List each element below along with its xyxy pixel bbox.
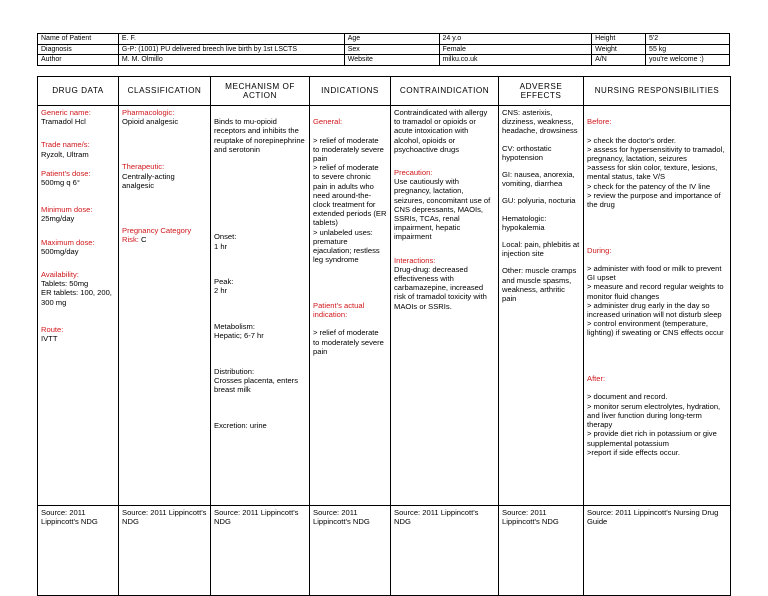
contraindication-cell — [391, 106, 499, 506]
drug-data-cell — [38, 106, 119, 506]
header-classification: CLASSIFICATION — [119, 77, 211, 106]
dose-label: Patient's dose: — [41, 168, 91, 178]
adverse-gu: GU: polyuria, nocturia — [502, 196, 576, 206]
availability: Tablets: 50mg ER tablets: 100, 200, 300 mg — [41, 279, 112, 307]
interactions-label: Interactions: — [394, 255, 436, 265]
before-list: > check the doctor's order. > assess for hypersensitivity to tramadol, pregnancy, lactation, seizures >assess for skin color, texture, lesions, mental status, take V/S > check for the patency of the IV line > review the purpose and importance of the drug — [587, 135, 725, 210]
info-label: Diagnosis — [38, 44, 119, 55]
patient-dose: 500mg q 6° — [41, 178, 80, 188]
excretion: Excretion: urine — [214, 420, 267, 430]
pregnancy-label: Pregnancy Category Risk: — [122, 226, 192, 245]
therapeutic: Centrally-acting analgesic — [122, 171, 175, 190]
generic-name: Tramadol Hcl — [41, 117, 86, 127]
interactions: Drug-drug: decreased effectiveness with carbamazepine, increased risk of tramadol toxicity with MAOIs or SSRIs. — [394, 264, 487, 311]
after-label: After: — [587, 374, 606, 384]
pharmacologic: Opioid analgesic — [122, 117, 179, 127]
source-cell: Source: 2011 Lippincott's NDG — [119, 506, 211, 596]
header-drug-data: DRUG DATA — [38, 77, 119, 106]
info-label: Author — [38, 55, 119, 66]
source-cell: Source: 2011 Lippincott's NDG — [499, 506, 584, 596]
info-label: Website — [344, 55, 439, 66]
therapeutic-label: Therapeutic: — [122, 162, 165, 172]
header-indications: INDICATIONS — [310, 77, 391, 106]
patient-info-table — [37, 33, 730, 66]
patient-indication-label: Patient's actual indication: — [313, 300, 365, 320]
header-adverse-effects: ADVERSE EFFECTS — [499, 77, 584, 106]
adverse-hematologic: Hematologic: hypokalemia — [502, 213, 547, 232]
header-contraindication: CONTRAINDICATION — [391, 77, 499, 106]
header-nursing: NURSING RESPONSIBILITIES — [584, 77, 731, 106]
info-value: Female — [439, 44, 592, 55]
trade-label: Trade name/s: — [41, 140, 90, 150]
adverse-other: Other: muscle cramps and muscle spasms, weakness, arthritic pain — [502, 266, 577, 304]
info-label: Sex — [344, 44, 439, 55]
info-label: A/N — [592, 55, 646, 66]
source-cell: Source: 2011 Lippincott's Nursing Drug Guide — [584, 506, 731, 596]
source-cell: Source: 2011 Lippincott's NDG — [38, 506, 119, 596]
adverse-cns: CNS: asterixis, dizziness, weakness, headache, drowsiness — [502, 108, 578, 136]
before-label: Before: — [587, 117, 612, 127]
drug-study-table — [37, 76, 731, 596]
precaution-label: Precaution: — [394, 168, 433, 178]
indications-cell — [310, 106, 391, 506]
after-list: > document and record. > monitor serum electrolytes, hydration, and liver function during long-term therapy > provide diet rich in potassium or give supplemental potassium >report if side effects occur. — [587, 392, 721, 457]
route: IVTT — [41, 334, 58, 344]
info-value: G-P: (1001) PU delivered breech live birth by 1st LSCTS — [118, 44, 344, 55]
source-row — [38, 506, 731, 596]
distribution: Distribution: Crosses placenta, enters breast milk — [214, 366, 298, 395]
info-label: Age — [344, 34, 439, 45]
info-value: you're welcome :) — [646, 55, 730, 66]
patient-indication: > relief of moderate to moderately severe pain — [313, 328, 384, 356]
info-value: milku.co.uk — [439, 55, 592, 66]
onset: Onset: 1 hr — [214, 232, 237, 251]
info-value: 55 kg — [646, 44, 730, 55]
info-value: 5'2 — [646, 34, 730, 45]
info-value: M. M. Olmillo — [118, 55, 344, 66]
info-label: Weight — [592, 44, 646, 55]
general-label: General: — [313, 117, 343, 127]
during-list: > administer with food or milk to prevent GI upset > measure and record regular weights to monitor fluid changes > administer drug early in the day so increased urination will not disturb sleep > control environment (temperature, lighting) if sweating or CNS effects occur — [587, 264, 724, 338]
generic-label: Generic name: — [41, 108, 91, 117]
min-dose: 25mg/day — [41, 214, 75, 224]
during-label: During: — [587, 245, 612, 255]
max-dose: 500mg/day — [41, 246, 79, 256]
source-cell: Source: 2011 Lippincott's NDG — [211, 506, 310, 596]
nursing-cell — [584, 106, 731, 506]
availability-label: Availability: — [41, 270, 79, 280]
adverse-gi: GI: nausea, anorexia, vomiting, diarrhea — [502, 170, 575, 189]
max-dose-label: Maximum dose: — [41, 237, 95, 247]
contraindication-main: Contraindicated with allergy to tramadol or opioids or acute intoxication with alcohol, opioids or psychoactive drugs — [394, 108, 488, 154]
info-row — [38, 44, 730, 55]
adverse-effects-cell — [499, 106, 584, 506]
route-label: Route: — [41, 324, 64, 334]
mechanism-cell — [211, 106, 310, 506]
info-row — [38, 34, 730, 45]
pregnancy-category: C — [141, 235, 147, 245]
info-label: Name of Patient — [38, 34, 119, 45]
source-cell: Source: 2011 Lippincott's NDG — [391, 506, 499, 596]
peak: Peak: 2 hr — [214, 277, 234, 296]
trade-names: Ryzolt, Ultram — [41, 149, 89, 159]
info-row — [38, 55, 730, 66]
source-cell: Source: 2011 Lippincott's NDG — [310, 506, 391, 596]
info-label: Height — [592, 34, 646, 45]
general-indications: > relief of moderate to moderately severe pain > relief of moderate to severe chronic pain in adults who need around-the-clock treatment for extended periods (ER tablets) > unlabeled uses: premature ejaculation; restless leg syndrome — [313, 135, 387, 265]
precaution: Use cautiously with pregnancy, lactation, seizures, concomitant use of CNS depressants, MAOIs, SSRIs, TCAs, renal impairment, hepatic impairment — [394, 177, 491, 242]
pharmacologic-label: Pharmacologic: — [122, 108, 175, 117]
info-value: 24 y.o — [439, 34, 592, 45]
info-value: E. F. — [118, 34, 344, 45]
adverse-local: Local: pain, phlebitis at injection site — [502, 240, 580, 259]
header-mechanism: MECHANISM OF ACTION — [211, 77, 310, 106]
metabolism: Metabolism: Hepatic; 6-7 hr — [214, 322, 264, 341]
mechanism-action: Binds to mu-opioid receptors and inhibits the reuptake of norepinephrine and serotonin — [214, 117, 305, 154]
adverse-cv: CV: orthostatic hypotension — [502, 143, 552, 162]
classification-cell — [119, 106, 211, 506]
content-row — [38, 106, 731, 506]
header-row — [38, 77, 731, 106]
min-dose-label: Minimum dose: — [41, 205, 93, 215]
